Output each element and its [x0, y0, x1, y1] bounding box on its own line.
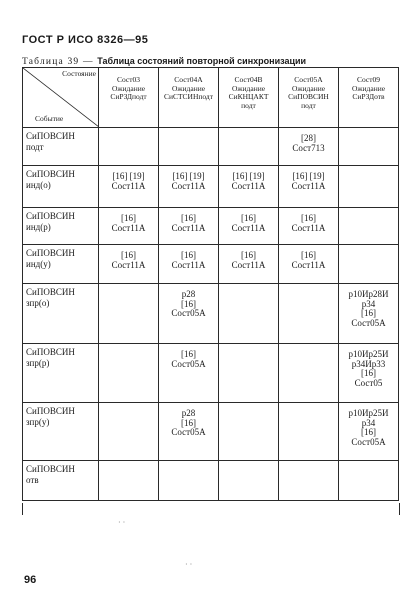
transition-line: р10Ир25И	[348, 349, 389, 359]
transition-cell	[219, 208, 279, 245]
column-header-5	[339, 68, 399, 128]
table-row	[23, 208, 399, 245]
transition-cell	[99, 284, 159, 344]
transition-line: р10Ир28И	[348, 289, 389, 299]
scan-mark: · ·	[118, 518, 126, 527]
column-header-line: подт	[241, 100, 256, 110]
column-header-line: СиРЗДотв	[352, 92, 385, 101]
column-header-line: Сост04В	[234, 75, 263, 84]
transition-cell	[279, 403, 339, 461]
column-header-4	[279, 68, 339, 128]
transition-cell	[159, 208, 219, 245]
column-header-line: Ожидание	[351, 83, 386, 93]
table-header-row	[23, 68, 399, 128]
column-header-line: Ожидание	[171, 83, 206, 93]
table-row	[23, 128, 399, 166]
event-line: отв	[26, 474, 39, 485]
transition-line: [16]	[181, 250, 196, 260]
event-line: СиПОВСИН	[26, 406, 75, 416]
transition-line: Сост11А	[171, 259, 206, 270]
row-event-cell	[23, 403, 99, 461]
column-header-line: Ожидание	[231, 83, 266, 93]
table-row	[23, 284, 399, 344]
transition-cell	[339, 166, 399, 208]
event-line: СиПОВСИН	[26, 287, 75, 297]
transition-cell	[99, 461, 159, 501]
corner-event-label: Событие	[35, 113, 64, 123]
transition-cell	[339, 208, 399, 245]
row-event-cell	[23, 208, 99, 245]
transition-cell	[339, 284, 399, 344]
transition-cell	[339, 461, 399, 501]
transition-line: [16]	[361, 368, 376, 378]
event-line: СиПОВСИН	[26, 347, 75, 357]
transition-line: [16]	[301, 250, 316, 260]
page-number: 96	[24, 574, 37, 586]
transition-line: [16]	[181, 417, 196, 428]
transition-line: [28]	[301, 133, 316, 143]
transition-cell	[279, 461, 339, 501]
transition-cell	[279, 344, 339, 403]
transition-line: Сост05А	[171, 358, 206, 369]
transition-cell	[99, 403, 159, 461]
transition-line: [16]	[241, 213, 256, 223]
transition-cell	[339, 245, 399, 284]
transition-line: Сост11А	[111, 259, 146, 270]
transition-line: р34	[361, 417, 376, 428]
transition-line: Сост11А	[231, 259, 266, 270]
table-bottom-bracket	[22, 503, 400, 515]
column-header-line: СиПОВСИН	[288, 92, 329, 101]
transition-line: Сост11А	[171, 180, 206, 191]
transition-cell	[279, 208, 339, 245]
event-line: зпр(о)	[26, 297, 50, 308]
transition-line: Сост05А	[171, 427, 206, 437]
transition-line: Сост05А	[351, 436, 386, 447]
table-caption	[22, 56, 306, 67]
transition-cell	[339, 128, 399, 166]
row-event-cell	[23, 461, 99, 501]
transition-cell	[219, 128, 279, 166]
event-line: СиПОВСИН	[26, 464, 75, 474]
transition-line: Сост11А	[291, 259, 326, 270]
event-line: СиПОВСИН	[26, 248, 75, 258]
transition-line: [16]	[361, 427, 376, 437]
transition-line: р34	[361, 298, 376, 309]
transition-cell	[159, 344, 219, 403]
document-header: ГОСТ Р ИСО 8326—95	[22, 34, 149, 46]
transition-cell	[99, 128, 159, 166]
table-body	[23, 128, 399, 501]
column-header-line: Ожидание	[291, 83, 326, 93]
transition-line: Сост11А	[111, 222, 146, 233]
transition-cell	[339, 403, 399, 461]
transition-line: [16]	[301, 213, 316, 223]
transition-cell	[159, 284, 219, 344]
column-header-line: Ожидание	[111, 83, 146, 93]
transition-cell	[159, 128, 219, 166]
transition-cell	[99, 245, 159, 284]
transition-line: Сост713	[292, 142, 325, 153]
transition-line: р28	[181, 289, 196, 299]
event-line: инд(р)	[26, 221, 51, 232]
event-line: инд(у)	[26, 258, 51, 269]
transition-cell	[219, 245, 279, 284]
transition-line: Сост05А	[171, 308, 206, 318]
event-line: СиПОВСИН	[26, 169, 75, 179]
column-header-2	[159, 68, 219, 128]
column-header-line: СиСТСИНподт	[163, 92, 214, 101]
table-row	[23, 166, 399, 208]
transition-cell	[159, 461, 219, 501]
column-header-line: СиРЗДподт	[110, 92, 147, 101]
transition-cell	[99, 208, 159, 245]
event-line: подт	[26, 141, 44, 152]
transition-cell	[279, 245, 339, 284]
transition-line: [16]	[181, 298, 196, 309]
corner-state-label: Состояние	[62, 69, 96, 78]
row-event-cell	[23, 128, 99, 166]
corner-cell	[23, 68, 99, 128]
transition-line: Сост05	[354, 377, 383, 388]
transition-line: р10Ир25И	[348, 408, 389, 418]
event-line: СиПОВСИН	[26, 131, 75, 141]
row-event-cell	[23, 284, 99, 344]
column-header-line: Сост05А	[294, 75, 323, 84]
event-line: инд(о)	[26, 179, 51, 190]
transition-cell	[279, 284, 339, 344]
transition-line: [16]	[181, 349, 196, 359]
transition-line: Сост11А	[171, 222, 206, 233]
transition-line: [16] [19]	[232, 171, 265, 181]
transition-line: Сост11А	[231, 222, 266, 233]
row-event-cell	[23, 245, 99, 284]
resync-state-table	[22, 67, 399, 501]
column-header-line: подт	[301, 100, 316, 110]
transition-line: [16] [19]	[172, 171, 205, 181]
transition-cell	[279, 128, 339, 166]
event-line: зпр(у)	[26, 416, 50, 427]
transition-cell	[159, 245, 219, 284]
transition-cell	[219, 284, 279, 344]
column-header-line: Сост09	[356, 75, 381, 84]
transition-cell	[219, 461, 279, 501]
transition-cell	[159, 403, 219, 461]
transition-line: Сост11А	[291, 180, 326, 191]
transition-cell	[99, 166, 159, 208]
transition-line: Сост11А	[111, 180, 146, 191]
transition-cell	[219, 166, 279, 208]
column-header-line: Сост03	[116, 75, 141, 84]
table-caption-label: Таблица 39 —	[22, 57, 98, 67]
column-header-1	[99, 68, 159, 128]
transition-cell	[219, 403, 279, 461]
transition-line: [16]	[121, 213, 136, 223]
table-row	[23, 245, 399, 284]
transition-line: Сост11А	[291, 222, 326, 233]
event-line: СиПОВСИН	[26, 211, 75, 221]
transition-line: Сост11А	[231, 180, 266, 191]
transition-line: [16]	[241, 250, 256, 260]
table-row	[23, 344, 399, 403]
column-header-line: СиКНЦАКТ	[228, 92, 269, 101]
transition-cell	[219, 344, 279, 403]
transition-line: [16]	[181, 213, 196, 223]
column-header-3	[219, 68, 279, 128]
row-event-cell	[23, 344, 99, 403]
table-row	[23, 461, 399, 501]
transition-line: [16] [19]	[112, 171, 145, 181]
transition-cell	[339, 344, 399, 403]
table-row	[23, 403, 399, 461]
event-line: зпр(р)	[26, 357, 50, 368]
transition-line: [16]	[121, 250, 136, 260]
transition-line: [16]	[361, 308, 376, 318]
transition-line: Сост05А	[351, 317, 386, 328]
transition-cell	[279, 166, 339, 208]
transition-cell	[159, 166, 219, 208]
row-event-cell	[23, 166, 99, 208]
transition-line: [16] [19]	[292, 171, 325, 181]
scan-mark: · ·	[185, 560, 193, 569]
transition-line: р28	[181, 408, 196, 418]
transition-cell	[99, 344, 159, 403]
transition-line: р34Ир33	[351, 358, 386, 369]
column-header-line: Сост04А	[174, 75, 203, 84]
table-caption-title: Таблица состояний повторной синхронизации	[97, 56, 307, 66]
